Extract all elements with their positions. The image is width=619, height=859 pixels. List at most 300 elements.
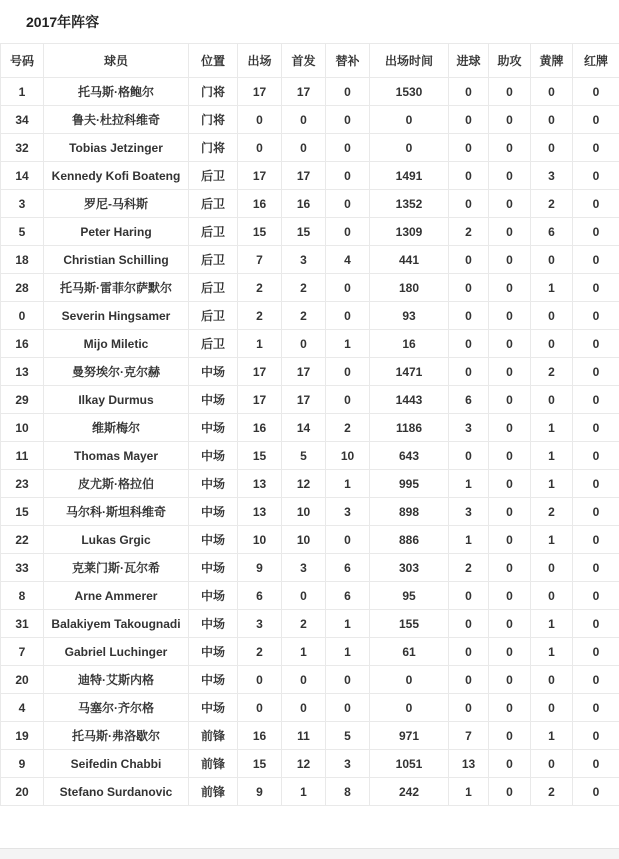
table-cell: 31 <box>1 610 44 638</box>
table-cell: 1 <box>531 414 573 442</box>
table-cell: 9 <box>1 750 44 778</box>
table-cell: 0 <box>326 78 370 106</box>
table-cell: 10 <box>238 526 282 554</box>
table-cell: 0 <box>531 386 573 414</box>
table-cell: 0 <box>489 694 531 722</box>
table-cell: 1 <box>449 526 489 554</box>
table-cell: 后卫 <box>189 190 238 218</box>
table-cell: 前锋 <box>189 722 238 750</box>
table-cell: 3 <box>326 498 370 526</box>
table-cell: 10 <box>282 526 326 554</box>
table-cell: 1051 <box>370 750 449 778</box>
table-cell: 1 <box>1 78 44 106</box>
table-cell: 0 <box>573 134 619 162</box>
table-cell: 0 <box>449 666 489 694</box>
table-cell: 0 <box>489 414 531 442</box>
table-row <box>1 470 619 498</box>
table-row <box>1 330 619 358</box>
table-cell: 1 <box>531 610 573 638</box>
table-row <box>1 498 619 526</box>
table-cell: 6 <box>238 582 282 610</box>
table-cell: 0 <box>282 106 326 134</box>
table-cell: 13 <box>238 470 282 498</box>
table-cell: 1443 <box>370 386 449 414</box>
player-name-cell: Kennedy Kofi Boateng <box>44 162 189 190</box>
table-cell: 1 <box>326 610 370 638</box>
table-row <box>1 638 619 666</box>
table-cell: 2 <box>238 274 282 302</box>
table-cell: 0 <box>573 330 619 358</box>
table-cell: 0 <box>573 162 619 190</box>
table-row <box>1 134 619 162</box>
table-cell: 0 <box>489 750 531 778</box>
table-row <box>1 666 619 694</box>
table-cell: 0 <box>489 330 531 358</box>
table-cell: 5 <box>326 722 370 750</box>
table-cell: 0 <box>449 358 489 386</box>
table-cell: 2 <box>238 638 282 666</box>
table-cell: 1530 <box>370 78 449 106</box>
col-header-number: 号码 <box>1 44 44 78</box>
table-cell: 2 <box>326 414 370 442</box>
table-cell: 13 <box>1 358 44 386</box>
table-cell: 0 <box>449 134 489 162</box>
table-cell: 16 <box>282 190 326 218</box>
table-row <box>1 78 619 106</box>
table-cell: 0 <box>449 638 489 666</box>
table-row <box>1 274 619 302</box>
table-cell: 0 <box>449 694 489 722</box>
table-cell: 0 <box>449 274 489 302</box>
table-cell: 0 <box>326 302 370 330</box>
table-cell: 0 <box>326 694 370 722</box>
table-row <box>1 442 619 470</box>
table-row <box>1 386 619 414</box>
table-cell: 中场 <box>189 638 238 666</box>
table-cell: 3 <box>1 190 44 218</box>
table-cell: 0 <box>573 414 619 442</box>
table-cell: 16 <box>238 414 282 442</box>
player-name-cell: 克莱门斯·瓦尔希 <box>44 554 189 582</box>
table-cell: 0 <box>573 778 619 806</box>
table-cell: 1 <box>326 470 370 498</box>
table-cell: 0 <box>573 246 619 274</box>
table-cell: 0 <box>449 302 489 330</box>
table-cell: 前锋 <box>189 778 238 806</box>
table-cell: 0 <box>489 78 531 106</box>
page-title: 2017年阵容 <box>26 14 100 30</box>
table-cell: 3 <box>282 246 326 274</box>
table-cell: 0 <box>238 106 282 134</box>
table-row <box>1 414 619 442</box>
table-cell: 0 <box>573 694 619 722</box>
table-cell: 7 <box>238 246 282 274</box>
table-cell: 中场 <box>189 358 238 386</box>
table-cell: 0 <box>370 134 449 162</box>
table-cell: 0 <box>449 442 489 470</box>
table-cell: 441 <box>370 246 449 274</box>
table-cell: 6 <box>326 582 370 610</box>
bottom-divider <box>0 848 619 859</box>
table-cell: 后卫 <box>189 274 238 302</box>
table-cell: 1186 <box>370 414 449 442</box>
table-cell: 0 <box>531 106 573 134</box>
table-cell: 0 <box>489 386 531 414</box>
player-name-cell: Lukas Grgic <box>44 526 189 554</box>
table-cell: 0 <box>282 666 326 694</box>
player-name-cell: Stefano Surdanovic <box>44 778 189 806</box>
table-cell: 0 <box>531 330 573 358</box>
table-cell: 中场 <box>189 666 238 694</box>
table-cell: 17 <box>238 386 282 414</box>
table-header-row <box>1 44 619 78</box>
table-cell: 0 <box>238 694 282 722</box>
table-cell: 886 <box>370 526 449 554</box>
player-name-cell: 罗尼-马科斯 <box>44 190 189 218</box>
table-cell: 0 <box>531 694 573 722</box>
table-cell: 16 <box>238 190 282 218</box>
table-cell: 3 <box>282 554 326 582</box>
table-cell: 1 <box>282 778 326 806</box>
table-cell: 中场 <box>189 442 238 470</box>
table-cell: 1491 <box>370 162 449 190</box>
table-cell: 13 <box>449 750 489 778</box>
table-cell: 0 <box>573 274 619 302</box>
table-cell: 5 <box>1 218 44 246</box>
table-cell: 3 <box>238 610 282 638</box>
table-cell: 4 <box>1 694 44 722</box>
player-name-cell: Balakiyem Takougnadi <box>44 610 189 638</box>
player-name-cell: Thomas Mayer <box>44 442 189 470</box>
table-cell: 0 <box>573 358 619 386</box>
table-cell: 2 <box>282 610 326 638</box>
table-cell: 1 <box>531 274 573 302</box>
table-cell: 643 <box>370 442 449 470</box>
table-cell: 0 <box>489 582 531 610</box>
col-header-subs: 替补 <box>326 44 370 78</box>
col-header-goals: 进球 <box>449 44 489 78</box>
table-cell: 0 <box>326 666 370 694</box>
table-cell: 242 <box>370 778 449 806</box>
player-name-cell: Gabriel Luchinger <box>44 638 189 666</box>
table-cell: 0 <box>489 498 531 526</box>
table-cell: 0 <box>531 302 573 330</box>
table-cell: 0 <box>573 218 619 246</box>
table-cell: 0 <box>531 666 573 694</box>
table-cell: 0 <box>531 246 573 274</box>
table-cell: 后卫 <box>189 246 238 274</box>
table-cell: 1 <box>531 442 573 470</box>
table-cell: 1352 <box>370 190 449 218</box>
player-name-cell: 马尔科·斯坦科维奇 <box>44 498 189 526</box>
table-cell: 8 <box>326 778 370 806</box>
table-cell: 0 <box>282 134 326 162</box>
table-cell: 0 <box>449 246 489 274</box>
table-cell: 0 <box>489 610 531 638</box>
player-name-cell: Christian Schilling <box>44 246 189 274</box>
table-cell: 17 <box>238 78 282 106</box>
table-cell: 0 <box>489 274 531 302</box>
table-cell: 2 <box>449 554 489 582</box>
table-cell: 0 <box>370 106 449 134</box>
table-cell: 95 <box>370 582 449 610</box>
table-cell: 0 <box>489 218 531 246</box>
table-cell: 1 <box>326 638 370 666</box>
table-cell: 2 <box>238 302 282 330</box>
table-cell: 5 <box>282 442 326 470</box>
table-cell: 2 <box>531 190 573 218</box>
table-row <box>1 694 619 722</box>
table-cell: 15 <box>238 218 282 246</box>
table-cell: 17 <box>282 358 326 386</box>
table-cell: 23 <box>1 470 44 498</box>
table-cell: 0 <box>489 638 531 666</box>
table-cell: 16 <box>1 330 44 358</box>
table-cell: 中场 <box>189 610 238 638</box>
table-row <box>1 302 619 330</box>
table-cell: 32 <box>1 134 44 162</box>
table-cell: 0 <box>326 526 370 554</box>
table-cell: 17 <box>282 78 326 106</box>
table-cell: 0 <box>238 134 282 162</box>
table-row <box>1 554 619 582</box>
player-name-cell: 马塞尔·齐尔格 <box>44 694 189 722</box>
table-cell: 1309 <box>370 218 449 246</box>
table-cell: 0 <box>573 386 619 414</box>
table-cell: 0 <box>326 358 370 386</box>
table-cell: 0 <box>531 554 573 582</box>
player-name-cell: 维斯梅尔 <box>44 414 189 442</box>
table-row <box>1 526 619 554</box>
table-cell: 33 <box>1 554 44 582</box>
table-cell: 0 <box>326 218 370 246</box>
table-cell: 0 <box>489 666 531 694</box>
table-cell: 0 <box>489 778 531 806</box>
table-cell: 门将 <box>189 106 238 134</box>
table-cell: 0 <box>573 302 619 330</box>
table-row <box>1 778 619 806</box>
table-cell: 0 <box>489 470 531 498</box>
table-cell: 0 <box>282 330 326 358</box>
table-cell: 0 <box>370 666 449 694</box>
table-cell: 0 <box>573 750 619 778</box>
table-cell: 后卫 <box>189 302 238 330</box>
table-cell: 17 <box>282 386 326 414</box>
table-cell: 180 <box>370 274 449 302</box>
table-cell: 0 <box>489 302 531 330</box>
table-cell: 7 <box>1 638 44 666</box>
player-name-cell: Severin Hingsamer <box>44 302 189 330</box>
table-cell: 14 <box>1 162 44 190</box>
table-cell: 17 <box>282 162 326 190</box>
table-cell: 0 <box>326 134 370 162</box>
table-cell: 0 <box>573 106 619 134</box>
player-name-cell: 托马斯·雷菲尔萨默尔 <box>44 274 189 302</box>
player-name-cell: Ilkay Durmus <box>44 386 189 414</box>
table-cell: 0 <box>573 498 619 526</box>
table-cell: 12 <box>282 470 326 498</box>
table-cell: 8 <box>1 582 44 610</box>
table-cell: 1 <box>449 778 489 806</box>
table-cell: 中场 <box>189 554 238 582</box>
table-cell: 6 <box>449 386 489 414</box>
table-body <box>1 78 619 806</box>
table-cell: 3 <box>531 162 573 190</box>
table-cell: 971 <box>370 722 449 750</box>
table-cell: 15 <box>238 442 282 470</box>
table-cell: 0 <box>573 442 619 470</box>
table-cell: 0 <box>449 190 489 218</box>
table-cell: 303 <box>370 554 449 582</box>
table-cell: 0 <box>489 442 531 470</box>
table-cell: 16 <box>238 722 282 750</box>
player-name-cell: Seifedin Chabbi <box>44 750 189 778</box>
table-cell: 0 <box>489 134 531 162</box>
table-cell: 0 <box>326 274 370 302</box>
table-cell: 10 <box>326 442 370 470</box>
table-cell: 1 <box>282 638 326 666</box>
table-row <box>1 358 619 386</box>
col-header-minutes: 出场时间 <box>370 44 449 78</box>
table-cell: 2 <box>531 498 573 526</box>
player-name-cell: 托马斯·格鲍尔 <box>44 78 189 106</box>
table-cell: 门将 <box>189 134 238 162</box>
table-cell: 12 <box>282 750 326 778</box>
table-cell: 17 <box>238 358 282 386</box>
table-cell: 中场 <box>189 414 238 442</box>
table-cell: 0 <box>282 694 326 722</box>
table-cell: 6 <box>326 554 370 582</box>
player-name-cell: 托马斯·弗洛歇尔 <box>44 722 189 750</box>
table-cell: 0 <box>489 190 531 218</box>
table-cell: 19 <box>1 722 44 750</box>
table-cell: 10 <box>282 498 326 526</box>
table-cell: 0 <box>326 386 370 414</box>
table-cell: 13 <box>238 498 282 526</box>
table-cell: 2 <box>449 218 489 246</box>
table-cell: 22 <box>1 526 44 554</box>
table-cell: 0 <box>449 582 489 610</box>
table-cell: 0 <box>531 582 573 610</box>
table-cell: 0 <box>489 526 531 554</box>
player-name-cell: Tobias Jetzinger <box>44 134 189 162</box>
table-cell: 2 <box>531 778 573 806</box>
table-cell: 后卫 <box>189 218 238 246</box>
table-cell: 0 <box>326 106 370 134</box>
table-cell: 0 <box>573 470 619 498</box>
table-cell: 2 <box>531 358 573 386</box>
table-cell: 0 <box>573 554 619 582</box>
table-cell: 1 <box>531 722 573 750</box>
table-row <box>1 162 619 190</box>
table-cell: 4 <box>326 246 370 274</box>
table-cell: 0 <box>449 162 489 190</box>
table-cell: 0 <box>573 638 619 666</box>
table-cell: 20 <box>1 666 44 694</box>
table-cell: 中场 <box>189 582 238 610</box>
table-cell: 0 <box>573 722 619 750</box>
squad-table <box>0 43 619 806</box>
table-cell: 0 <box>449 78 489 106</box>
table-cell: 28 <box>1 274 44 302</box>
table-cell: 0 <box>489 722 531 750</box>
table-cell: 0 <box>370 694 449 722</box>
table-cell: 后卫 <box>189 162 238 190</box>
table-cell: 14 <box>282 414 326 442</box>
table-cell: 0 <box>573 610 619 638</box>
col-header-position: 位置 <box>189 44 238 78</box>
table-cell: 3 <box>449 414 489 442</box>
table-row <box>1 106 619 134</box>
table-cell: 0 <box>326 162 370 190</box>
table-cell: 门将 <box>189 78 238 106</box>
table-cell: 155 <box>370 610 449 638</box>
table-cell: 1 <box>449 470 489 498</box>
table-row <box>1 582 619 610</box>
table-cell: 15 <box>238 750 282 778</box>
table-cell: 0 <box>449 106 489 134</box>
table-cell: 34 <box>1 106 44 134</box>
table-cell: 后卫 <box>189 330 238 358</box>
table-cell: 0 <box>489 246 531 274</box>
table-cell: 9 <box>238 778 282 806</box>
table-cell: 0 <box>326 190 370 218</box>
table-row <box>1 190 619 218</box>
player-name-cell: 皮尤斯·格拉伯 <box>44 470 189 498</box>
table-cell: 0 <box>573 190 619 218</box>
table-cell: 61 <box>370 638 449 666</box>
table-cell: 中场 <box>189 386 238 414</box>
table-cell: 9 <box>238 554 282 582</box>
table-cell: 16 <box>370 330 449 358</box>
table-cell: 1 <box>531 638 573 666</box>
table-cell: 1471 <box>370 358 449 386</box>
table-cell: 3 <box>449 498 489 526</box>
table-cell: 0 <box>1 302 44 330</box>
player-name-cell: 曼努埃尔·克尔赫 <box>44 358 189 386</box>
player-name-cell: Mijo Miletic <box>44 330 189 358</box>
table-cell: 0 <box>449 330 489 358</box>
table-cell: 15 <box>1 498 44 526</box>
player-name-cell: 鲁夫·杜拉科维奇 <box>44 106 189 134</box>
table-cell: 0 <box>238 666 282 694</box>
table-cell: 前锋 <box>189 750 238 778</box>
table-cell: 0 <box>573 78 619 106</box>
col-header-assists: 助攻 <box>489 44 531 78</box>
col-header-starts: 首发 <box>282 44 326 78</box>
table-cell: 2 <box>282 302 326 330</box>
table-cell: 15 <box>282 218 326 246</box>
col-header-player: 球员 <box>44 44 189 78</box>
table-row <box>1 750 619 778</box>
table-cell: 6 <box>531 218 573 246</box>
col-header-yellow: 黄牌 <box>531 44 573 78</box>
table-cell: 1 <box>531 470 573 498</box>
table-cell: 2 <box>282 274 326 302</box>
table-cell: 11 <box>1 442 44 470</box>
col-header-appearances: 出场 <box>238 44 282 78</box>
table-cell: 中场 <box>189 694 238 722</box>
table-row <box>1 246 619 274</box>
table-cell: 1 <box>238 330 282 358</box>
table-cell: 中场 <box>189 470 238 498</box>
table-cell: 0 <box>573 666 619 694</box>
table-cell: 中场 <box>189 526 238 554</box>
table-cell: 3 <box>326 750 370 778</box>
table-cell: 0 <box>489 162 531 190</box>
table-cell: 20 <box>1 778 44 806</box>
table-cell: 0 <box>449 610 489 638</box>
